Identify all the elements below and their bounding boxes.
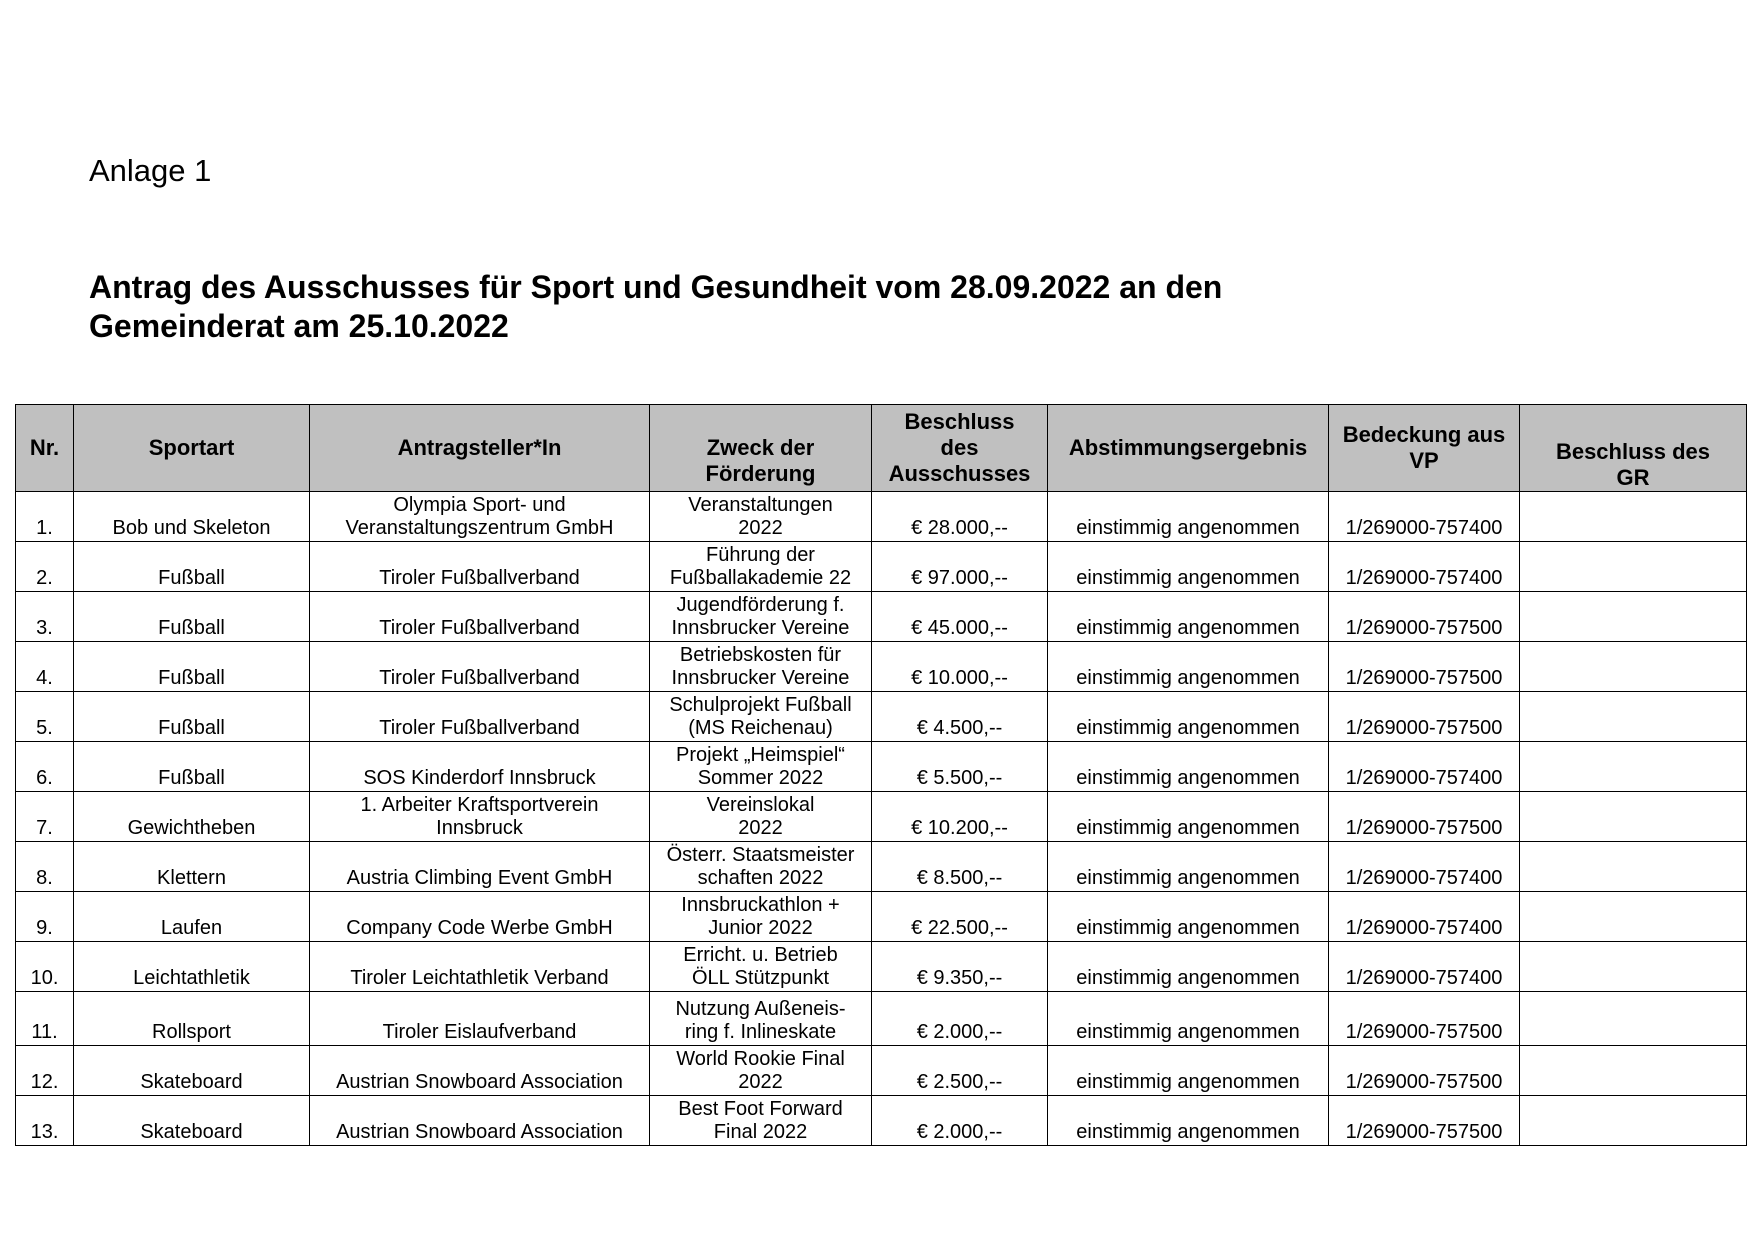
cell-line: 1. Arbeiter Kraftsportverein xyxy=(360,794,599,816)
header-label-line: Nr. xyxy=(29,435,60,460)
cell-line: Schulprojekt Fußball xyxy=(669,694,852,716)
cell-line: Tiroler Fußballverband xyxy=(379,667,580,689)
cell-sportart: Fußball xyxy=(74,642,310,692)
cell-abstimmung: einstimmig angenommen xyxy=(1048,592,1329,642)
header-label-line: Zweck der xyxy=(706,435,815,460)
cell-line: Fußballakademie 22 xyxy=(669,567,852,589)
cell-nr: 8. xyxy=(16,842,74,892)
header-label-line: Sportart xyxy=(148,435,235,460)
cell-antragsteller xyxy=(310,892,650,942)
cell-bedeckung: 1/269000-757500 xyxy=(1329,592,1520,642)
cell-line: Tiroler Leichtathletik Verband xyxy=(350,967,609,989)
cell-sportart: Fußball xyxy=(74,742,310,792)
cell-abstimmung: einstimmig angenommen xyxy=(1048,792,1329,842)
table-row xyxy=(16,892,1747,942)
cell-line: Führung der xyxy=(706,544,815,566)
table-row xyxy=(16,492,1747,542)
cell-line: Erricht. u. Betrieb xyxy=(683,944,838,966)
cell-line: Tiroler Fußballverband xyxy=(379,617,580,639)
header-label-line: Förderung xyxy=(705,461,816,486)
cell-line: SOS Kinderdorf Innsbruck xyxy=(363,767,596,789)
cell-zweck xyxy=(650,892,872,942)
cell-gr xyxy=(1520,892,1747,942)
header-label-line: Bedeckung aus xyxy=(1342,422,1506,447)
cell-beschluss: € 4.500,-- xyxy=(872,692,1048,742)
cell-beschluss: € 9.350,-- xyxy=(872,942,1048,992)
cell-bedeckung: 1/269000-757500 xyxy=(1329,642,1520,692)
cell-gr xyxy=(1520,542,1747,592)
cell-nr: 2. xyxy=(16,542,74,592)
cell-antragsteller xyxy=(310,992,650,1046)
document-title-line-1: Antrag des Ausschusses für Sport und Gesundheit vom 28.09.2022 an den xyxy=(89,269,1223,305)
cell-line: Austrian Snowboard Association xyxy=(336,1071,623,1093)
cell-sportart: Skateboard xyxy=(74,1046,310,1096)
cell-antragsteller xyxy=(310,692,650,742)
cell-antragsteller xyxy=(310,942,650,992)
table-row xyxy=(16,992,1747,1046)
cell-nr: 11. xyxy=(16,992,74,1046)
table-row xyxy=(16,842,1747,892)
cell-line: Vereinslokal xyxy=(706,794,815,816)
table-row xyxy=(16,942,1747,992)
cell-nr: 7. xyxy=(16,792,74,842)
cell-line: Tiroler Eislaufverband xyxy=(382,1021,577,1043)
header-beschluss-ausschuss xyxy=(872,405,1048,492)
cell-line: Innsbrucker Vereine xyxy=(671,617,850,639)
table-row xyxy=(16,1096,1747,1146)
cell-bedeckung: 1/269000-757500 xyxy=(1329,692,1520,742)
cell-line: Austria Climbing Event GmbH xyxy=(346,867,613,889)
cell-gr xyxy=(1520,492,1747,542)
cell-abstimmung: einstimmig angenommen xyxy=(1048,1046,1329,1096)
cell-beschluss: € 2.000,-- xyxy=(872,992,1048,1046)
cell-antragsteller xyxy=(310,642,650,692)
cell-line: Innsbruck xyxy=(436,817,523,839)
cell-zweck xyxy=(650,492,872,542)
cell-abstimmung: einstimmig angenommen xyxy=(1048,1096,1329,1146)
cell-antragsteller xyxy=(310,1046,650,1096)
cell-beschluss: € 5.500,-- xyxy=(872,742,1048,792)
cell-line: 2022 xyxy=(738,1071,783,1093)
cell-sportart: Leichtathletik xyxy=(74,942,310,992)
cell-sportart: Bob und Skeleton xyxy=(74,492,310,542)
cell-gr xyxy=(1520,842,1747,892)
cell-gr xyxy=(1520,1096,1747,1146)
cell-zweck xyxy=(650,542,872,592)
cell-line: ÖLL Stützpunkt xyxy=(691,967,830,989)
cell-bedeckung: 1/269000-757400 xyxy=(1329,892,1520,942)
cell-line: Innsbruckathlon + xyxy=(681,894,840,916)
cell-gr xyxy=(1520,692,1747,742)
cell-nr: 5. xyxy=(16,692,74,742)
header-label-line: des xyxy=(940,435,979,460)
cell-abstimmung: einstimmig angenommen xyxy=(1048,742,1329,792)
table-row xyxy=(16,792,1747,842)
cell-sportart: Skateboard xyxy=(74,1096,310,1146)
cell-zweck xyxy=(650,1046,872,1096)
cell-abstimmung: einstimmig angenommen xyxy=(1048,542,1329,592)
cell-bedeckung: 1/269000-757400 xyxy=(1329,842,1520,892)
table-header-row xyxy=(16,405,1747,492)
cell-beschluss: € 8.500,-- xyxy=(872,842,1048,892)
cell-zweck xyxy=(650,992,872,1046)
cell-antragsteller xyxy=(310,542,650,592)
cell-line: Olympia Sport- und xyxy=(393,494,566,516)
cell-line: Jugendförderung f. xyxy=(676,594,845,616)
document-title xyxy=(89,268,1489,346)
cell-line: Best Foot Forward xyxy=(678,1098,843,1120)
header-abstimmungsergebnis xyxy=(1048,405,1329,492)
cell-line: Austrian Snowboard Association xyxy=(336,1121,623,1143)
attachment-label: Anlage 1 xyxy=(89,153,212,188)
table-row xyxy=(16,692,1747,742)
cell-sportart: Rollsport xyxy=(74,992,310,1046)
document-title-line-2: Gemeinderat am 25.10.2022 xyxy=(89,308,509,344)
cell-gr xyxy=(1520,1046,1747,1096)
cell-line: schaften 2022 xyxy=(697,867,824,889)
cell-gr xyxy=(1520,942,1747,992)
cell-abstimmung: einstimmig angenommen xyxy=(1048,942,1329,992)
cell-beschluss: € 97.000,-- xyxy=(872,542,1048,592)
cell-nr: 12. xyxy=(16,1046,74,1096)
cell-line: Österr. Staatsmeister xyxy=(666,844,855,866)
cell-line: Veranstaltungen xyxy=(688,494,833,516)
header-label-line: Beschluss xyxy=(904,409,1015,434)
cell-nr: 1. xyxy=(16,492,74,542)
header-antragsteller xyxy=(310,405,650,492)
cell-zweck xyxy=(650,742,872,792)
cell-sportart: Klettern xyxy=(74,842,310,892)
cell-beschluss: € 10.000,-- xyxy=(872,642,1048,692)
header-sportart xyxy=(74,405,310,492)
cell-antragsteller xyxy=(310,1096,650,1146)
cell-line: Company Code Werbe GmbH xyxy=(346,917,613,939)
cell-nr: 9. xyxy=(16,892,74,942)
header-bedeckung xyxy=(1329,405,1520,492)
table-row xyxy=(16,542,1747,592)
funding-table xyxy=(15,404,1747,1146)
cell-nr: 13. xyxy=(16,1096,74,1146)
cell-beschluss: € 28.000,-- xyxy=(872,492,1048,542)
cell-antragsteller xyxy=(310,742,650,792)
cell-gr xyxy=(1520,792,1747,842)
cell-abstimmung: einstimmig angenommen xyxy=(1048,692,1329,742)
cell-antragsteller xyxy=(310,492,650,542)
header-zweck xyxy=(650,405,872,492)
cell-antragsteller xyxy=(310,842,650,892)
cell-nr: 10. xyxy=(16,942,74,992)
table-row xyxy=(16,1046,1747,1096)
cell-beschluss: € 2.500,-- xyxy=(872,1046,1048,1096)
cell-sportart: Fußball xyxy=(74,542,310,592)
cell-bedeckung: 1/269000-757500 xyxy=(1329,792,1520,842)
cell-line: Veranstaltungszentrum GmbH xyxy=(345,517,614,539)
cell-gr xyxy=(1520,592,1747,642)
cell-zweck xyxy=(650,692,872,742)
cell-abstimmung: einstimmig angenommen xyxy=(1048,492,1329,542)
cell-antragsteller xyxy=(310,592,650,642)
cell-sportart: Laufen xyxy=(74,892,310,942)
cell-zweck xyxy=(650,592,872,642)
cell-bedeckung: 1/269000-757400 xyxy=(1329,742,1520,792)
cell-line: Projekt „Heimspiel“ xyxy=(676,744,845,766)
header-label-line: GR xyxy=(1616,465,1650,490)
cell-beschluss: € 22.500,-- xyxy=(872,892,1048,942)
cell-bedeckung: 1/269000-757400 xyxy=(1329,542,1520,592)
cell-nr: 3. xyxy=(16,592,74,642)
cell-zweck xyxy=(650,792,872,842)
table-row xyxy=(16,592,1747,642)
cell-abstimmung: einstimmig angenommen xyxy=(1048,892,1329,942)
cell-beschluss: € 10.200,-- xyxy=(872,792,1048,842)
cell-bedeckung: 1/269000-757400 xyxy=(1329,942,1520,992)
cell-line: 2022 xyxy=(738,817,783,839)
cell-nr: 6. xyxy=(16,742,74,792)
cell-line: Sommer 2022 xyxy=(697,767,824,789)
cell-line: Betriebskosten für xyxy=(679,644,842,666)
cell-line: Tiroler Fußballverband xyxy=(379,717,580,739)
cell-abstimmung: einstimmig angenommen xyxy=(1048,992,1329,1046)
table-row xyxy=(16,742,1747,792)
header-nr xyxy=(16,405,74,492)
cell-line: Junior 2022 xyxy=(708,917,813,939)
header-label-line: Ausschusses xyxy=(888,461,1031,486)
cell-bedeckung: 1/269000-757500 xyxy=(1329,992,1520,1046)
cell-line: ring f. Inlineskate xyxy=(684,1021,837,1043)
table-row xyxy=(16,642,1747,692)
cell-nr: 4. xyxy=(16,642,74,692)
cell-zweck xyxy=(650,1096,872,1146)
cell-beschluss: € 45.000,-- xyxy=(872,592,1048,642)
header-label-line: Beschluss des xyxy=(1555,439,1711,464)
cell-sportart: Fußball xyxy=(74,592,310,642)
header-beschluss-gr xyxy=(1520,405,1747,492)
cell-beschluss: € 2.000,-- xyxy=(872,1096,1048,1146)
table-body xyxy=(16,492,1747,1146)
cell-line: 2022 xyxy=(738,517,783,539)
cell-sportart: Gewichtheben xyxy=(74,792,310,842)
cell-sportart: Fußball xyxy=(74,692,310,742)
cell-zweck xyxy=(650,942,872,992)
cell-bedeckung: 1/269000-757400 xyxy=(1329,492,1520,542)
cell-gr xyxy=(1520,742,1747,792)
cell-gr xyxy=(1520,642,1747,692)
cell-bedeckung: 1/269000-757500 xyxy=(1329,1046,1520,1096)
cell-line: World Rookie Final xyxy=(676,1048,845,1070)
cell-abstimmung: einstimmig angenommen xyxy=(1048,842,1329,892)
cell-abstimmung: einstimmig angenommen xyxy=(1048,642,1329,692)
header-label-line: VP xyxy=(1409,448,1439,473)
header-label-line: Abstimmungsergebnis xyxy=(1068,435,1308,460)
cell-zweck xyxy=(650,842,872,892)
cell-zweck xyxy=(650,642,872,692)
cell-bedeckung: 1/269000-757500 xyxy=(1329,1096,1520,1146)
cell-line: (MS Reichenau) xyxy=(688,717,833,739)
cell-gr xyxy=(1520,992,1747,1046)
cell-antragsteller xyxy=(310,792,650,842)
cell-line: Innsbrucker Vereine xyxy=(671,667,850,689)
cell-line: Final 2022 xyxy=(713,1121,808,1143)
cell-line: Nutzung Außeneis- xyxy=(675,998,846,1020)
cell-line: Tiroler Fußballverband xyxy=(379,567,580,589)
header-label-line: Antragsteller*In xyxy=(397,435,562,460)
